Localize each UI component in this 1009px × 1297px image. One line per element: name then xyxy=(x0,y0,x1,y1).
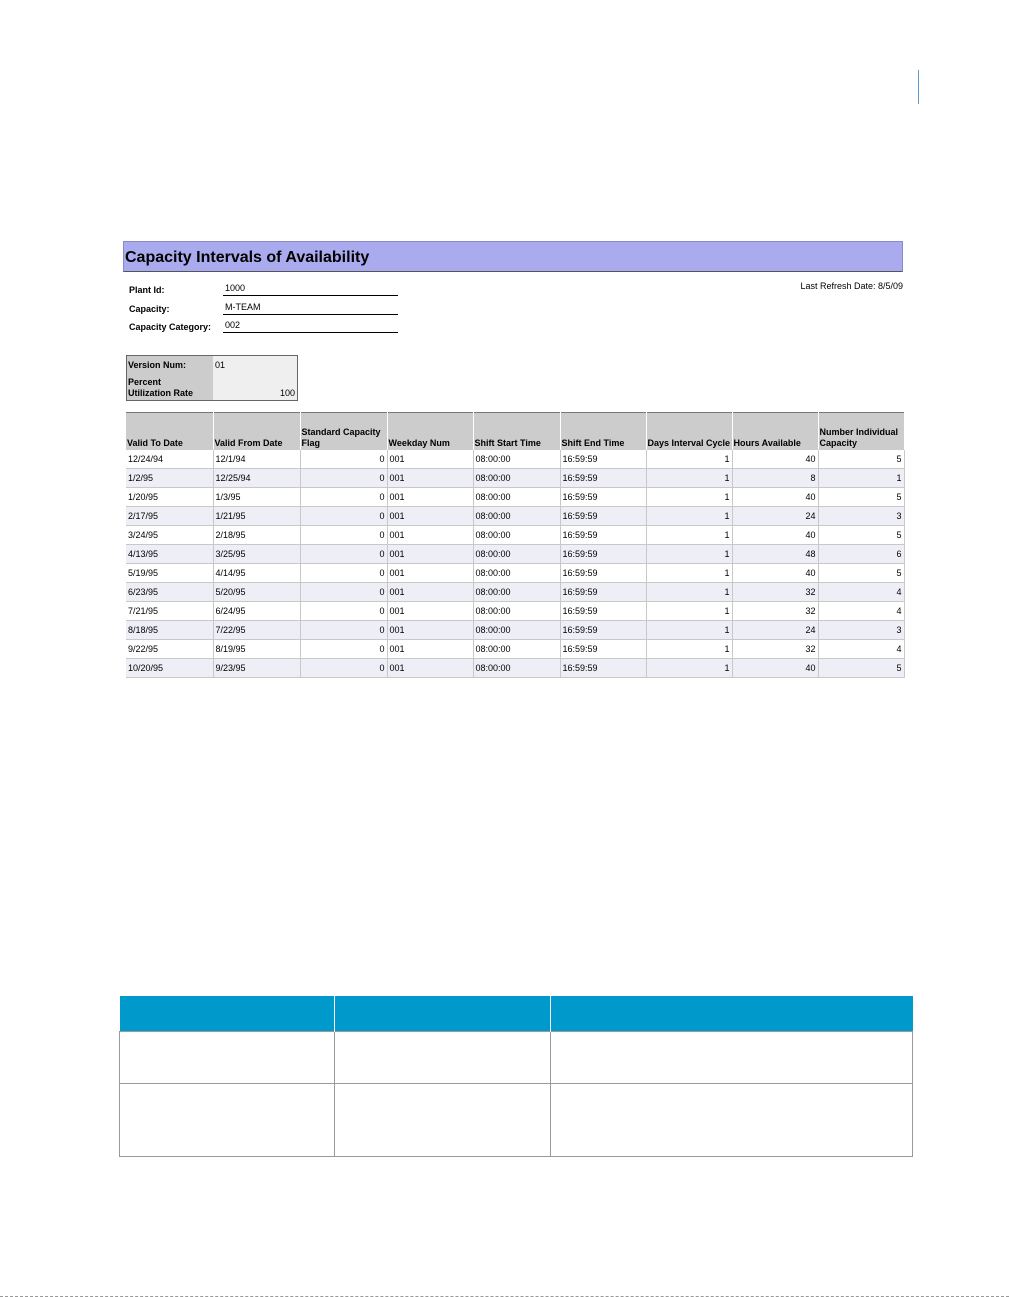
table-cell: 1 xyxy=(646,602,732,621)
table-cell: 16:59:59 xyxy=(560,602,646,621)
table-cell: 7/21/95 xyxy=(126,602,213,621)
table-cell: 0 xyxy=(300,602,387,621)
table-cell: 5/20/95 xyxy=(213,583,300,602)
table-cell: 1/20/95 xyxy=(126,488,213,507)
table-row xyxy=(126,621,904,640)
table-cell: 12/24/94 xyxy=(126,450,213,469)
blank-table-row xyxy=(120,1032,913,1084)
table-cell: 1 xyxy=(646,621,732,640)
table-cell: 4 xyxy=(818,602,904,621)
table-cell: 12/25/94 xyxy=(213,469,300,488)
page-marker-line xyxy=(918,70,919,104)
table-cell: 1 xyxy=(646,583,732,602)
table-cell: 4/14/95 xyxy=(213,564,300,583)
blank-cell xyxy=(120,1032,335,1084)
table-cell: 0 xyxy=(300,488,387,507)
table-cell: 08:00:00 xyxy=(473,545,560,564)
table-cell: 40 xyxy=(732,526,818,545)
table-cell: 08:00:00 xyxy=(473,621,560,640)
column-header: Valid From Date xyxy=(213,413,300,451)
version-num-value: 01 xyxy=(213,356,297,375)
table-cell: 001 xyxy=(387,583,473,602)
table-cell: 3 xyxy=(818,621,904,640)
table-cell: 1 xyxy=(646,640,732,659)
capacity-label: Capacity: xyxy=(129,304,170,314)
capacity-category-label: Capacity Category: xyxy=(129,322,212,332)
table-cell: 1 xyxy=(646,545,732,564)
table-cell: 24 xyxy=(732,507,818,526)
last-refresh-date: Last Refresh Date: 8/5/09 xyxy=(800,281,903,291)
table-cell: 10/20/95 xyxy=(126,659,213,678)
table-cell: 0 xyxy=(300,526,387,545)
table-cell: 1 xyxy=(646,469,732,488)
table-body xyxy=(126,450,904,678)
table-cell: 08:00:00 xyxy=(473,602,560,621)
table-row xyxy=(126,640,904,659)
table-row xyxy=(126,659,904,678)
table-cell: 0 xyxy=(300,450,387,469)
table-cell: 16:59:59 xyxy=(560,659,646,678)
table-cell: 0 xyxy=(300,640,387,659)
table-cell: 001 xyxy=(387,640,473,659)
table-cell: 001 xyxy=(387,545,473,564)
column-header: Shift End Time xyxy=(560,413,646,451)
table-cell: 0 xyxy=(300,621,387,640)
table-cell: 32 xyxy=(732,583,818,602)
capacity-report xyxy=(123,241,905,683)
blank-header-cell xyxy=(120,996,335,1032)
table-cell: 6/23/95 xyxy=(126,583,213,602)
table-cell: 1/3/95 xyxy=(213,488,300,507)
blank-header-cell xyxy=(551,996,913,1032)
capacity-value: M-TEAM xyxy=(223,302,398,315)
column-header: Weekday Num xyxy=(387,413,473,451)
table-cell: 8/19/95 xyxy=(213,640,300,659)
blank-cell xyxy=(120,1084,335,1157)
table-cell: 24 xyxy=(732,621,818,640)
column-header: Days Interval Cycle xyxy=(646,413,732,451)
table-cell: 1 xyxy=(646,450,732,469)
table-cell: 1 xyxy=(646,526,732,545)
table-cell: 40 xyxy=(732,659,818,678)
column-header: Valid To Date xyxy=(126,413,213,451)
table-cell: 0 xyxy=(300,469,387,488)
column-header: Hours Available xyxy=(732,413,818,451)
table-cell: 08:00:00 xyxy=(473,507,560,526)
table-cell: 0 xyxy=(300,545,387,564)
table-cell: 1/21/95 xyxy=(213,507,300,526)
capacity-category-value: 002 xyxy=(223,320,398,333)
table-cell: 16:59:59 xyxy=(560,507,646,526)
table-cell: 4 xyxy=(818,640,904,659)
table-cell: 40 xyxy=(732,450,818,469)
table-cell: 0 xyxy=(300,564,387,583)
table-cell: 6/24/95 xyxy=(213,602,300,621)
table-cell: 1 xyxy=(646,564,732,583)
table-cell: 0 xyxy=(300,659,387,678)
table-cell: 2/18/95 xyxy=(213,526,300,545)
table-cell: 16:59:59 xyxy=(560,488,646,507)
table-cell: 5 xyxy=(818,526,904,545)
table-cell: 001 xyxy=(387,621,473,640)
table-cell: 16:59:59 xyxy=(560,640,646,659)
table-cell: 5 xyxy=(818,659,904,678)
table-cell: 001 xyxy=(387,488,473,507)
blank-table-header-row xyxy=(120,996,913,1032)
table-cell: 08:00:00 xyxy=(473,583,560,602)
version-box xyxy=(126,355,298,401)
table-cell: 4 xyxy=(818,583,904,602)
table-cell: 2/17/95 xyxy=(126,507,213,526)
table-cell: 1/2/95 xyxy=(126,469,213,488)
table-row xyxy=(126,469,904,488)
table-cell: 001 xyxy=(387,602,473,621)
table-cell: 001 xyxy=(387,659,473,678)
table-cell: 5 xyxy=(818,488,904,507)
table-cell: 4/13/95 xyxy=(126,545,213,564)
table-cell: 5 xyxy=(818,450,904,469)
utilization-rate-label xyxy=(127,375,213,400)
version-num-label: Version Num: xyxy=(127,356,213,375)
plant-id-value: 1000 xyxy=(223,283,398,296)
blank-info-table xyxy=(119,996,913,1157)
table-row xyxy=(126,526,904,545)
table-header-row xyxy=(126,413,904,451)
table-cell: 001 xyxy=(387,526,473,545)
blank-table-row xyxy=(120,1084,913,1157)
column-header: Number Individual Capacity xyxy=(818,413,904,451)
table-row xyxy=(126,488,904,507)
table-cell: 16:59:59 xyxy=(560,583,646,602)
table-cell: 16:59:59 xyxy=(560,621,646,640)
table-cell: 3/24/95 xyxy=(126,526,213,545)
blank-cell xyxy=(551,1084,913,1157)
table-cell: 08:00:00 xyxy=(473,659,560,678)
blank-cell xyxy=(551,1032,913,1084)
table-cell: 1 xyxy=(646,488,732,507)
table-cell: 1 xyxy=(646,507,732,526)
table-row xyxy=(126,583,904,602)
table-cell: 08:00:00 xyxy=(473,640,560,659)
capacity-intervals-table xyxy=(126,412,905,678)
column-header: Shift Start Time xyxy=(473,413,560,451)
table-cell: 0 xyxy=(300,507,387,526)
utilization-rate-label-line-2: Utilization Rate xyxy=(128,388,194,398)
table-cell: 16:59:59 xyxy=(560,450,646,469)
table-cell: 001 xyxy=(387,564,473,583)
table-cell: 9/22/95 xyxy=(126,640,213,659)
table-cell: 16:59:59 xyxy=(560,564,646,583)
table-cell: 08:00:00 xyxy=(473,469,560,488)
table-cell: 08:00:00 xyxy=(473,450,560,469)
plant-id-label: Plant Id: xyxy=(129,285,165,295)
table-cell: 5 xyxy=(818,564,904,583)
table-cell: 32 xyxy=(732,602,818,621)
blank-cell xyxy=(335,1084,551,1157)
table-row xyxy=(126,507,904,526)
table-cell: 40 xyxy=(732,488,818,507)
table-cell: 1 xyxy=(646,659,732,678)
table-cell: 08:00:00 xyxy=(473,488,560,507)
table-cell: 32 xyxy=(732,640,818,659)
table-cell: 001 xyxy=(387,450,473,469)
blank-cell xyxy=(335,1032,551,1084)
table-cell: 0 xyxy=(300,583,387,602)
table-cell: 1 xyxy=(818,469,904,488)
table-row xyxy=(126,602,904,621)
table-cell: 001 xyxy=(387,507,473,526)
table-cell: 16:59:59 xyxy=(560,469,646,488)
table-row xyxy=(126,564,904,583)
table-cell: 16:59:59 xyxy=(560,526,646,545)
blank-header-cell xyxy=(335,996,551,1032)
table-row xyxy=(126,450,904,469)
table-cell: 3/25/95 xyxy=(213,545,300,564)
table-cell: 8 xyxy=(732,469,818,488)
table-cell: 08:00:00 xyxy=(473,564,560,583)
table-cell: 6 xyxy=(818,545,904,564)
table-cell: 3 xyxy=(818,507,904,526)
table-cell: 8/18/95 xyxy=(126,621,213,640)
table-cell: 001 xyxy=(387,469,473,488)
table-row xyxy=(126,545,904,564)
utilization-rate-value: 100 xyxy=(213,375,297,400)
column-header: Standard Capacity Flag xyxy=(300,413,387,451)
table-cell: 9/23/95 xyxy=(213,659,300,678)
table-cell: 40 xyxy=(732,564,818,583)
report-title: Capacity Intervals of Availability xyxy=(125,249,370,266)
table-cell: 7/22/95 xyxy=(213,621,300,640)
report-title-bar xyxy=(123,241,903,272)
table-cell: 5/19/95 xyxy=(126,564,213,583)
table-cell: 08:00:00 xyxy=(473,526,560,545)
table-cell: 48 xyxy=(732,545,818,564)
table-cell: 16:59:59 xyxy=(560,545,646,564)
table-cell: 12/1/94 xyxy=(213,450,300,469)
utilization-rate-label-line-1: Percent xyxy=(128,377,162,387)
